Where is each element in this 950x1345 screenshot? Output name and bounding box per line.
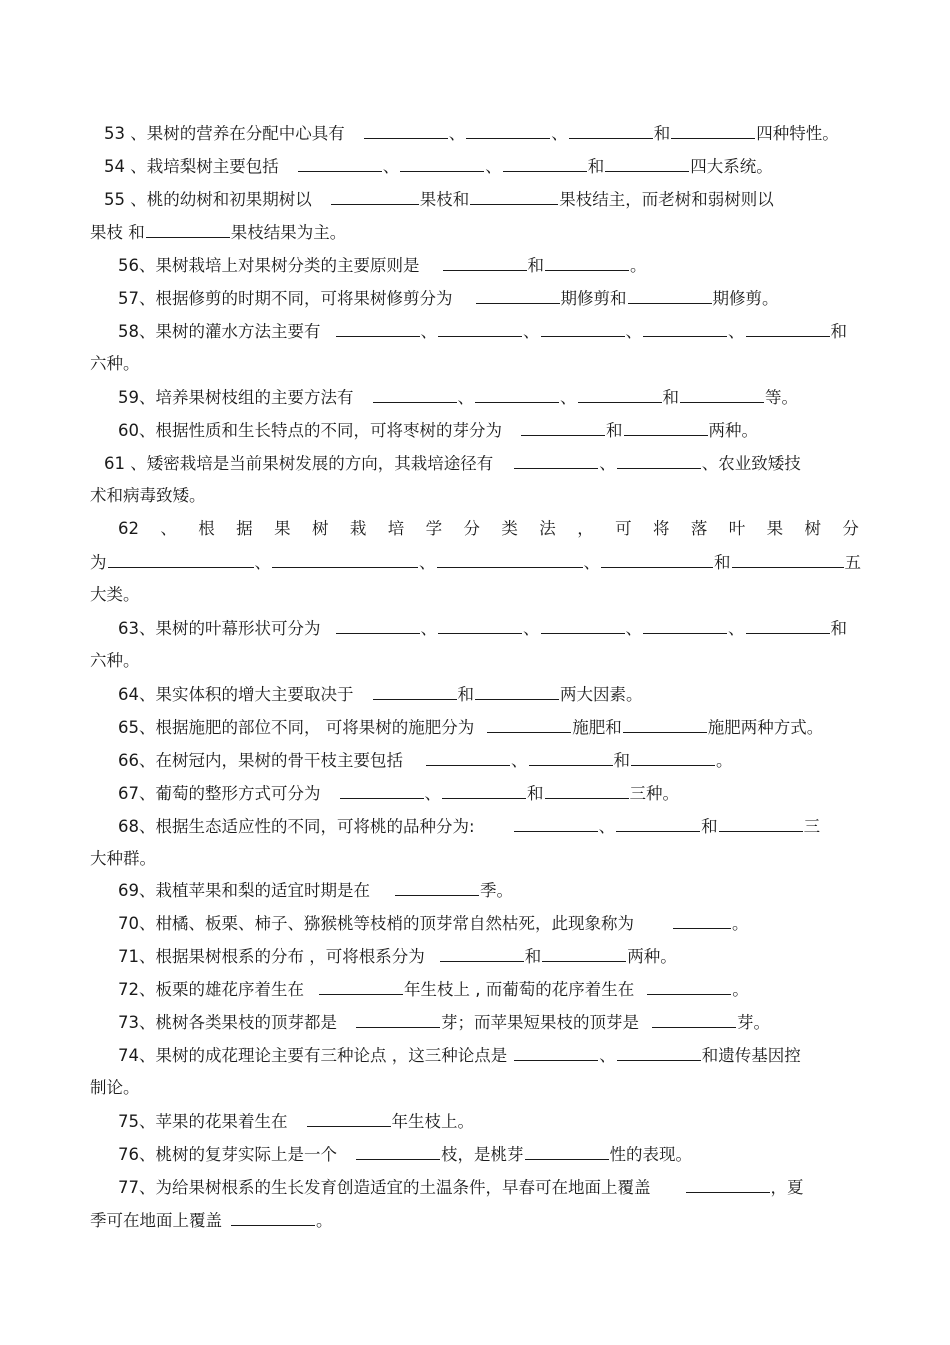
blank bbox=[628, 288, 712, 304]
blank bbox=[631, 750, 715, 766]
question-number: 74 bbox=[118, 1046, 139, 1065]
blank bbox=[108, 552, 254, 568]
blank bbox=[578, 387, 662, 403]
blank bbox=[680, 387, 764, 403]
blank bbox=[470, 189, 558, 205]
blank bbox=[440, 946, 524, 962]
question-68: 68、根据生态适应性的不同，可将桃的品种分为: 、 和 三 bbox=[118, 817, 821, 836]
blank bbox=[475, 387, 559, 403]
blank bbox=[601, 552, 713, 568]
question-number: 57 bbox=[118, 289, 139, 308]
blank bbox=[146, 222, 230, 238]
blank bbox=[605, 156, 689, 172]
blank bbox=[336, 618, 420, 634]
blank bbox=[514, 1045, 598, 1061]
question-71: 71、根据果树根系的分布 ，可将根系分为 和 两种。 bbox=[118, 947, 677, 966]
question-number: 76 bbox=[118, 1145, 139, 1164]
question-number: 70 bbox=[118, 914, 139, 933]
question-number: 68 bbox=[118, 817, 139, 836]
question-number: 64 bbox=[118, 685, 139, 704]
blank bbox=[426, 750, 510, 766]
blank bbox=[503, 156, 587, 172]
blank bbox=[442, 783, 526, 799]
blank bbox=[340, 783, 424, 799]
question-number: 73 bbox=[118, 1013, 139, 1032]
question-number: 61 bbox=[104, 454, 125, 473]
question-number: 59 bbox=[118, 388, 139, 407]
blank bbox=[443, 255, 527, 271]
blank bbox=[545, 783, 629, 799]
blank bbox=[373, 684, 457, 700]
blank bbox=[686, 1177, 770, 1193]
blank bbox=[617, 453, 701, 469]
blank bbox=[673, 913, 731, 929]
blank bbox=[476, 288, 560, 304]
question-65: 65、根据施肥的部位不同， 可将果树的施肥分为 施肥和 施肥两种方式。 bbox=[118, 718, 824, 737]
blank bbox=[671, 123, 755, 139]
blank bbox=[475, 684, 559, 700]
blank bbox=[746, 321, 830, 337]
blank bbox=[719, 816, 803, 832]
question-62-continued: 为 、 、 、 和 五 bbox=[90, 553, 861, 572]
blank bbox=[525, 1144, 609, 1160]
question-number: 75 bbox=[118, 1112, 139, 1131]
blank bbox=[652, 1012, 736, 1028]
blank bbox=[643, 618, 727, 634]
blank bbox=[541, 321, 625, 337]
question-number: 65 bbox=[118, 718, 139, 737]
blank bbox=[356, 1144, 440, 1160]
question-74-continued: 制论。 bbox=[90, 1078, 140, 1097]
blank bbox=[364, 123, 448, 139]
question-74: 74、果树的成花理论主要有三种论点 ，这三种论点是 、 和遗传基因控 bbox=[118, 1046, 801, 1065]
question-62-continued-2: 大类。 bbox=[90, 585, 140, 604]
blank bbox=[331, 189, 419, 205]
question-58: 58、果树的灌水方法主要有 、 、 、 、 和 bbox=[118, 322, 847, 341]
blank bbox=[746, 618, 830, 634]
question-61: 61 、矮密栽培是当前果树发展的方向，其栽培途径有 、 、农业致矮技 bbox=[104, 454, 801, 473]
blank bbox=[545, 255, 629, 271]
question-64: 64、果实体积的增大主要取决于 和 两大因素。 bbox=[118, 685, 643, 704]
blank bbox=[319, 979, 403, 995]
blank bbox=[616, 816, 700, 832]
question-72: 72、板栗的雄花序着生在 年生枝上 , 而葡萄的花序着生在 。 bbox=[118, 980, 749, 999]
question-58-continued: 六种。 bbox=[90, 354, 140, 373]
question-number: 77 bbox=[118, 1178, 139, 1197]
blank bbox=[647, 979, 731, 995]
question-number: 60 bbox=[118, 421, 139, 440]
question-70: 70、柑橘、板栗、柿子、猕猴桃等枝梢的顶芽常自然枯死，此现象称为 。 bbox=[118, 914, 749, 933]
question-55-continued: 果枝 和 果枝结果为主。 bbox=[90, 223, 347, 242]
blank bbox=[624, 420, 708, 436]
question-73: 73、桃树各类果枝的顶芽都是 芽；而苹果短果枝的顶芽是 芽。 bbox=[118, 1013, 770, 1032]
question-67: 67、葡萄的整形方式可分为 、 和 三种。 bbox=[118, 784, 679, 803]
blank bbox=[529, 750, 613, 766]
question-number: 69 bbox=[118, 881, 139, 900]
blank bbox=[400, 156, 484, 172]
question-53: 53 、果树的营养在分配中心具有 、 、 和 四种特性。 bbox=[104, 124, 839, 143]
question-76: 76、桃树的复芽实际上是一个 枝，是桃芽 性的表现。 bbox=[118, 1145, 692, 1164]
question-63: 63、果树的叶幕形状可分为 、 、 、 、 和 bbox=[118, 619, 847, 638]
blank bbox=[569, 123, 653, 139]
question-61-continued: 术和病毒致矮。 bbox=[90, 486, 206, 505]
question-69: 69、栽植苹果和梨的适宜时期是在 季。 bbox=[118, 881, 513, 900]
blank bbox=[373, 387, 457, 403]
question-number: 67 bbox=[118, 784, 139, 803]
question-66: 66、在树冠内，果树的骨干枝主要包括 、 和 。 bbox=[118, 751, 733, 770]
blank bbox=[395, 880, 479, 896]
question-68-continued: 大种群。 bbox=[90, 849, 156, 868]
question-75: 75、苹果的花果着生在 年生枝上。 bbox=[118, 1112, 474, 1131]
blank bbox=[356, 1012, 440, 1028]
blank bbox=[521, 420, 605, 436]
blank bbox=[466, 123, 550, 139]
blank bbox=[272, 552, 418, 568]
question-number: 54 bbox=[104, 157, 125, 176]
question-57: 57、根据修剪的时期不同，可将果树修剪分为 期修剪和 期修剪。 bbox=[118, 289, 779, 308]
question-number: 62 bbox=[118, 519, 139, 538]
question-55: 55 、桃的幼树和初果期树以 果枝和 果枝结主，而老树和弱树则以 bbox=[104, 190, 774, 209]
blank bbox=[623, 717, 707, 733]
question-59: 59、培养果树枝组的主要方法有 、 、 和 等。 bbox=[118, 388, 798, 407]
question-number: 63 bbox=[118, 619, 139, 638]
question-77: 77、为给果树根系的生长发育创造适宜的土温条件，早春可在地面上覆盖 ，夏 bbox=[118, 1178, 804, 1197]
blank bbox=[307, 1111, 391, 1127]
question-number: 72 bbox=[118, 980, 139, 999]
blank bbox=[336, 321, 420, 337]
question-number: 55 bbox=[104, 190, 125, 209]
blank bbox=[514, 816, 598, 832]
question-54: 54 、栽培梨树主要包括 、 、 和 四大系统。 bbox=[104, 157, 773, 176]
blank bbox=[231, 1210, 315, 1226]
question-number: 66 bbox=[118, 751, 139, 770]
blank bbox=[732, 552, 844, 568]
question-number: 53 bbox=[104, 124, 125, 143]
blank bbox=[542, 946, 626, 962]
question-number: 58 bbox=[118, 322, 139, 341]
blank bbox=[437, 552, 583, 568]
question-62: 62 、 根 据 果 树 栽 培 学 分 类 法 ， 可 将 落 叶 果 树 分 bbox=[118, 519, 859, 538]
question-60: 60、根据性质和生长特点的不同，可将枣树的芽分为 和 两种。 bbox=[118, 421, 758, 440]
blank bbox=[487, 717, 571, 733]
blank bbox=[617, 1045, 701, 1061]
blank bbox=[643, 321, 727, 337]
blank bbox=[438, 321, 522, 337]
blank bbox=[514, 453, 598, 469]
question-56: 56、果树栽培上对果树分类的主要原则是 和 。 bbox=[118, 256, 647, 275]
blank bbox=[438, 618, 522, 634]
blank bbox=[298, 156, 382, 172]
blank bbox=[541, 618, 625, 634]
question-number: 56 bbox=[118, 256, 139, 275]
question-77-continued: 季可在地面上覆盖 。 bbox=[90, 1211, 333, 1230]
question-63-continued: 六种。 bbox=[90, 651, 140, 670]
question-number: 71 bbox=[118, 947, 139, 966]
